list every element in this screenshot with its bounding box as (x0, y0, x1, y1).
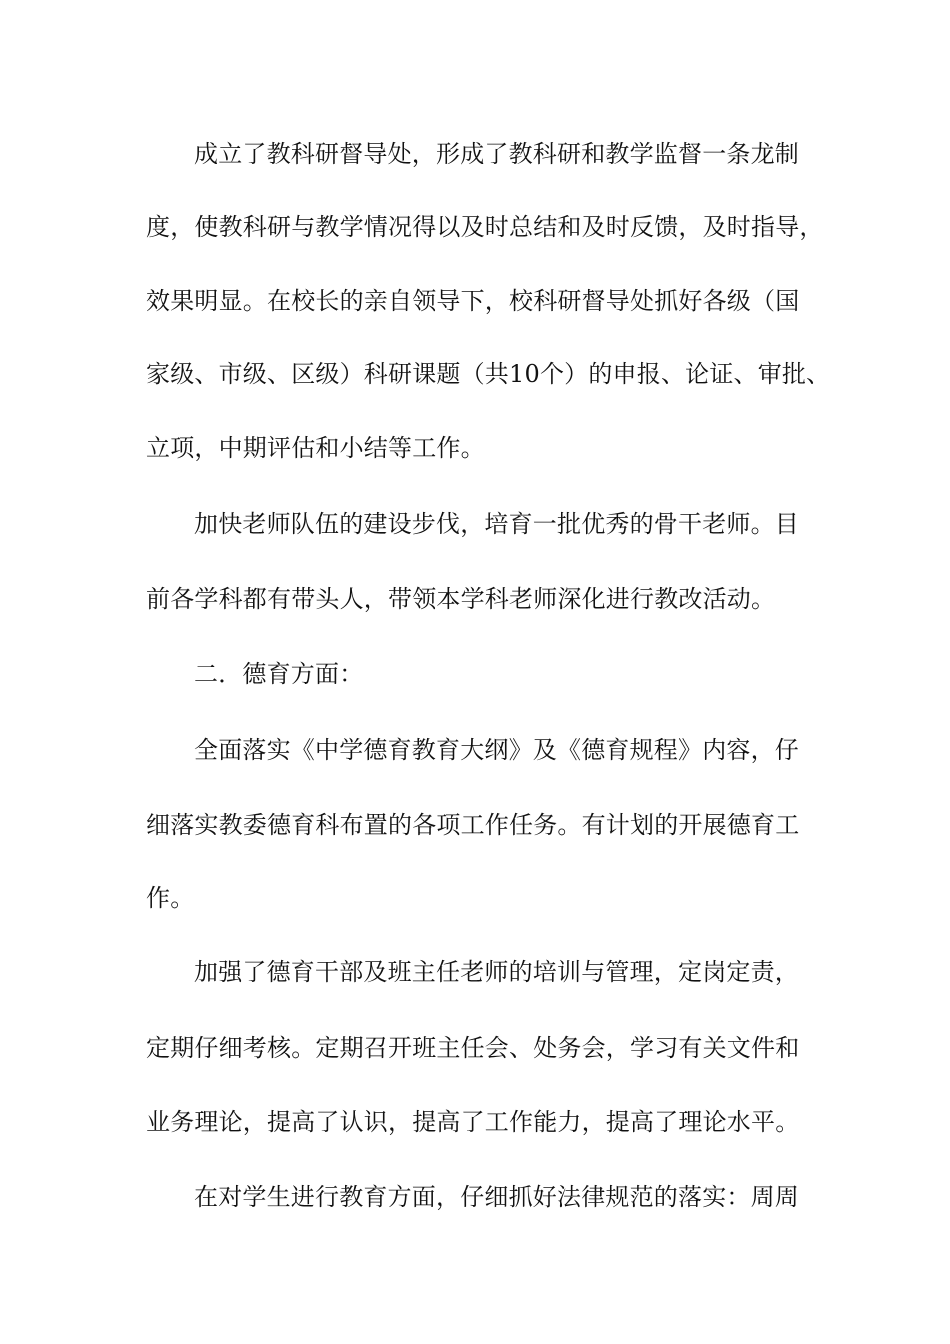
text-line: 加强了德育干部及班主任老师的培训与管理，定岗定责， (194, 958, 799, 986)
text-line: 业务理论，提高了认识，提高了工作能力，提高了理论水平。 (146, 1108, 800, 1136)
text-line: 在对学生进行教育方面，仔细抓好法律规范的落实：周周 (194, 1183, 799, 1211)
text-line: 度，使教科研与教学情况得以及时总结和及时反馈，及时指导， (146, 213, 824, 241)
text-line: 作。 (146, 884, 195, 912)
text-line: 效果明显。在校长的亲自领导下，校科研督导处抓好各级（国 (146, 287, 800, 315)
text-line: 加快老师队伍的建设步伐，培育一批优秀的骨干老师。目 (194, 510, 799, 538)
text-line: 全面落实《中学德育教育大纲》及《德育规程》内容，仔 (194, 736, 799, 764)
section-heading: 二．德育方面： (194, 660, 364, 688)
text-line: 细落实教委德育科布置的各项工作任务。有计划的开展德育工 (146, 811, 800, 839)
text-line: 定期仔细考核。定期召开班主任会、处务会，学习有关文件和 (146, 1034, 800, 1062)
text-line: 前各学科都有带头人，带领本学科老师深化进行教改活动。 (146, 585, 776, 613)
text-line: 立项，中期评估和小结等工作。 (146, 434, 485, 462)
text-line: 家级、市级、区级）科研课题（共10个）的申报、论证、审批、 (146, 360, 831, 388)
text-line: 成立了教科研督导处，形成了教科研和教学监督一条龙制 (194, 140, 799, 168)
